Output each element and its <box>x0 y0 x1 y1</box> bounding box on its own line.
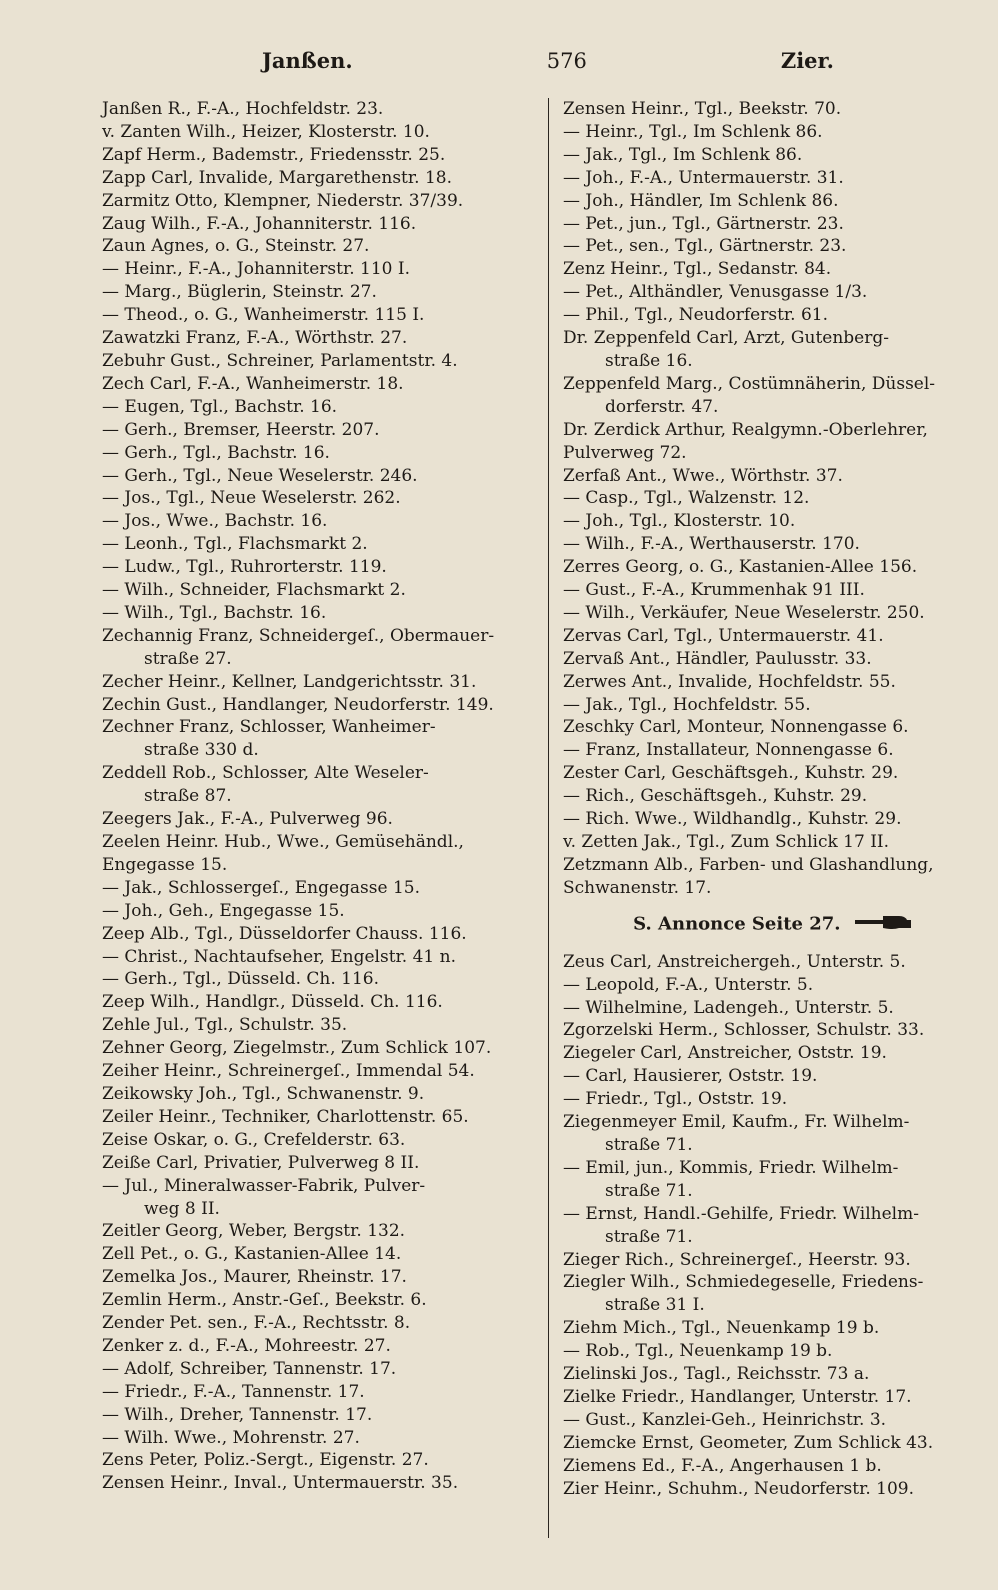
left-column <box>102 98 542 1538</box>
directory-entry: dorferstr. 47. <box>605 396 719 417</box>
directory-entry: Zechannig Franz, Schneidergeſ., Obermauer- <box>102 625 495 646</box>
directory-entry: — Jul., Mineralwasser-Fabrik, Pulver- <box>102 1175 426 1196</box>
columns <box>102 98 984 1538</box>
directory-entry: Zender Pet. sen., F.-A., Rechtsstr. 8. <box>102 1313 411 1334</box>
directory-entry: Zechin Gust., Handlanger, Neudorferstr. 149. <box>102 694 494 715</box>
directory-entry: Zielke Friedr., Handlanger, Unterstr. 17. <box>563 1386 912 1407</box>
directory-entry: — Gerh., Tgl., Bachstr. 16. <box>102 442 330 463</box>
directory-entry: — Jak., Schlossergeſ., Engegasse 15. <box>102 877 421 898</box>
column-divider <box>548 98 549 1538</box>
annonce-text: S. Annonce Seite 27. <box>633 913 841 935</box>
directory-entry: — Jak., Tgl., Im Schlenk 86. <box>563 144 803 165</box>
directory-entry: — Leopold, F.-A., Unterstr. 5. <box>563 974 814 995</box>
header-left-keyword: Janßen. <box>262 48 353 73</box>
directory-entry: Zeitler Georg, Weber, Bergstr. 132. <box>102 1221 406 1242</box>
directory-entry: — Jos., Tgl., Neue Weselerstr. 262. <box>102 488 401 509</box>
directory-entry: — Joh., Geh., Engegasse 15. <box>102 900 345 921</box>
directory-entry: Ziehm Mich., Tgl., Neuenkamp 19 b. <box>563 1318 880 1339</box>
right-column <box>563 98 983 1538</box>
directory-entry: Pulverweg 72. <box>563 442 687 463</box>
directory-entry: Engegasse 15. <box>102 854 228 875</box>
directory-entry: Zehle Jul., Tgl., Schulstr. 35. <box>102 1015 348 1036</box>
directory-entry: Zervas Carl, Tgl., Untermauerstr. 41. <box>563 625 884 646</box>
directory-entry: — Carl, Hausierer, Oststr. 19. <box>563 1066 818 1087</box>
directory-entry: — Christ., Nachtaufseher, Engelstr. 41 n. <box>102 946 456 967</box>
directory-entry: — Rob., Tgl., Neuenkamp 19 b. <box>563 1341 833 1362</box>
directory-entry: straße 71. <box>605 1134 693 1155</box>
directory-entry: Zebuhr Gust., Schreiner, Parlamentstr. 4. <box>102 350 458 371</box>
page-header <box>102 48 984 82</box>
directory-entry: Zarmitz Otto, Klempner, Niederstr. 37/39. <box>102 190 464 211</box>
directory-entry: — Marg., Büglerin, Steinstr. 27. <box>102 282 377 303</box>
directory-entry: Zeppenfeld Marg., Costümnäherin, Düssel- <box>563 373 936 394</box>
directory-entry: v. Zanten Wilh., Heizer, Klosterstr. 10. <box>102 121 430 142</box>
directory-entry: — Pet., jun., Tgl., Gärtnerstr. 23. <box>563 213 844 234</box>
directory-entry: — Wilh., Dreher, Tannenstr. 17. <box>102 1404 373 1425</box>
directory-entry: Zensen Heinr., Inval., Untermauerstr. 35. <box>102 1473 459 1494</box>
header-right-keyword: Zier. <box>780 48 834 73</box>
directory-entry: — Eugen, Tgl., Bachstr. 16. <box>102 396 338 417</box>
directory-entry: straße 31 I. <box>605 1295 705 1316</box>
directory-entry: Ziegler Wilh., Schmiedegeselle, Friedens- <box>563 1272 924 1293</box>
directory-entry: — Adolf, Schreiber, Tannenstr. 17. <box>102 1358 397 1379</box>
directory-entry: Zecher Heinr., Kellner, Landgerichtsstr. 31. <box>102 671 477 692</box>
directory-entry: Zetzmann Alb., Farben- und Glashandlung, <box>563 854 934 875</box>
directory-entry: Zaug Wilh., F.-A., Johanniterstr. 116. <box>102 213 417 234</box>
directory-entry: — Theod., o. G., Wanheimerstr. 115 I. <box>102 305 425 326</box>
directory-entry: Zeelen Heinr. Hub., Wwe., Gemüsehändl., <box>102 832 464 852</box>
directory-entry: Zeiher Heinr., Schreinergeſ., Immendal 54. <box>102 1061 475 1082</box>
directory-entry: — Pet., sen., Tgl., Gärtnerstr. 23. <box>563 236 847 257</box>
directory-entry: Zeikowsky Joh., Tgl., Schwanenstr. 9. <box>102 1083 425 1104</box>
directory-entry: Ziemens Ed., F.-A., Angerhausen 1 b. <box>563 1455 882 1476</box>
directory-entry: Zehner Georg, Ziegelmstr., Zum Schlick 107. <box>102 1038 492 1059</box>
directory-entry: v. Zetten Jak., Tgl., Zum Schlick 17 II. <box>563 832 890 852</box>
directory-entry: Zester Carl, Geschäftsgeh., Kuhstr. 29. <box>563 763 899 784</box>
directory-entry: Zieger Rich., Schreinergeſ., Heerstr. 93. <box>563 1249 911 1270</box>
annonce-notice <box>563 900 983 951</box>
directory-entry: Zensen Heinr., Tgl., Beekstr. 70. <box>563 99 842 119</box>
directory-entry: Ziegenmeyer Emil, Kaufm., Fr. Wilhelm- <box>563 1112 910 1133</box>
directory-entry: — Gerh., Tgl., Neue Weselerstr. 246. <box>102 465 418 486</box>
directory-entry: — Leonh., Tgl., Flachsmarkt 2. <box>102 534 368 555</box>
directory-entry: — Wilh., Tgl., Bachstr. 16. <box>102 602 327 623</box>
directory-entry: straße 87. <box>144 786 232 807</box>
directory-entry: Zeddell Rob., Schlosser, Alte Weseler- <box>102 763 429 784</box>
directory-entry: — Friedr., F.-A., Tannenstr. 17. <box>102 1381 365 1402</box>
directory-entry: Zemelka Jos., Maurer, Rheinstr. 17. <box>102 1267 407 1288</box>
directory-entry: — Jos., Wwe., Bachstr. 16. <box>102 511 328 532</box>
directory-entry: — Wilh. Wwe., Mohrenstr. 27. <box>102 1427 360 1448</box>
directory-entry: — Jak., Tgl., Hochfeldstr. 55. <box>563 694 811 715</box>
directory-entry: Zemlin Herm., Anstr.-Geſ., Beekstr. 6. <box>102 1290 427 1311</box>
directory-entry: Zervaß Ant., Händler, Paulusstr. 33. <box>563 648 872 669</box>
directory-entry: — Gust., F.-A., Krummenhak 91 III. <box>563 580 865 601</box>
directory-entry: — Wilh., F.-A., Werthauserstr. 170. <box>563 534 860 555</box>
directory-entry: — Wilhelmine, Ladengeh., Unterstr. 5. <box>563 997 894 1018</box>
directory-entry: — Emil, jun., Kommis, Friedr. Wilhelm- <box>563 1157 899 1178</box>
directory-entry: straße 71. <box>605 1180 693 1201</box>
directory-entry: Zell Pet., o. G., Kastanien-Allee 14. <box>102 1244 402 1265</box>
directory-entry: Zawatzki Franz, F.-A., Wörthstr. 27. <box>102 328 408 349</box>
directory-entry: Zeegers Jak., F.-A., Pulverweg 96. <box>102 809 393 830</box>
directory-entry: — Friedr., Tgl., Oststr. 19. <box>563 1089 788 1110</box>
directory-entry: Zechner Franz, Schlosser, Wanheimer- <box>102 717 436 738</box>
directory-entry: weg 8 II. <box>144 1198 220 1219</box>
directory-entry: Zens Peter, Poliz.-Sergt., Eigenstr. 27. <box>102 1450 429 1471</box>
directory-entry: Zeus Carl, Anstreichergeh., Unterstr. 5. <box>563 951 906 972</box>
directory-entry: — Gust., Kanzlei-Geh., Heinrichstr. 3. <box>563 1409 887 1430</box>
directory-entry: Zenz Heinr., Tgl., Sedanstr. 84. <box>563 259 832 280</box>
directory-entry: Zapf Herm., Bademstr., Friedensstr. 25. <box>102 144 446 165</box>
directory-entry: — Pet., Althändler, Venusgasse 1/3. <box>563 282 868 303</box>
directory-entry: — Gerh., Bremser, Heerstr. 207. <box>102 419 380 440</box>
directory-entry: — Wilh., Schneider, Flachsmarkt 2. <box>102 580 406 601</box>
directory-entry: Zeep Wilh., Handlgr., Düsseld. Ch. 116. <box>102 992 443 1013</box>
directory-entry: straße 16. <box>605 350 693 371</box>
directory-entry: — Heinr., F.-A., Johanniterstr. 110 I. <box>102 259 411 280</box>
right-column-bottom <box>563 951 983 1501</box>
directory-entry: Dr. Zeppenfeld Carl, Arzt, Gutenberg- <box>563 328 889 349</box>
directory-entry: Zgorzelski Herm., Schlosser, Schulstr. 33. <box>563 1020 925 1041</box>
directory-entry: — Ernst, Handl.-Gehilfe, Friedr. Wilhelm- <box>563 1203 919 1224</box>
directory-entry: — Gerh., Tgl., Düsseld. Ch. 116. <box>102 969 380 990</box>
directory-entry: — Casp., Tgl., Walzenstr. 12. <box>563 488 810 509</box>
directory-entry: Dr. Zerdick Arthur, Realgymn.-Oberlehrer, <box>563 419 928 440</box>
directory-entry: Schwanenstr. 17. <box>563 877 712 898</box>
directory-entry: — Wilh., Verkäufer, Neue Weselerstr. 250. <box>563 602 925 623</box>
directory-entry: — Ludw., Tgl., Ruhrorterstr. 119. <box>102 557 387 578</box>
directory-entry: Zier Heinr., Schuhm., Neudorferstr. 109. <box>563 1478 915 1499</box>
directory-entry: Ziemcke Ernst, Geometer, Zum Schlick 43. <box>563 1432 934 1453</box>
page-number: 576 <box>546 49 587 73</box>
directory-entry: Zeiße Carl, Privatier, Pulverweg 8 II. <box>102 1152 420 1173</box>
directory-entry: Zeschky Carl, Monteur, Nonnengasse 6. <box>563 717 909 738</box>
directory-entry: straße 330 d. <box>144 740 259 761</box>
directory-entry: Ziegeler Carl, Anstreicher, Oststr. 19. <box>563 1043 887 1064</box>
directory-entry: — Phil., Tgl., Neudorferstr. 61. <box>563 305 829 326</box>
directory-entry: — Joh., Tgl., Klosterstr. 10. <box>563 511 796 532</box>
directory-entry: Zerwes Ant., Invalide, Hochfeldstr. 55. <box>563 671 896 692</box>
directory-entry: Zapp Carl, Invalide, Margarethenstr. 18. <box>102 167 452 188</box>
directory-entry: — Joh., F.-A., Untermauerstr. 31. <box>563 167 844 188</box>
directory-entry: — Rich. Wwe., Wildhandlg., Kuhstr. 29. <box>563 809 902 830</box>
directory-entry: Zaun Agnes, o. G., Steinstr. 27. <box>102 236 370 257</box>
pointing-hand-icon <box>853 912 913 937</box>
directory-entry: — Heinr., Tgl., Im Schlenk 86. <box>563 121 823 142</box>
directory-entry: Zielinski Jos., Tagl., Reichsstr. 73 a. <box>563 1364 870 1385</box>
directory-entry: straße 27. <box>144 648 232 669</box>
directory-entry: straße 71. <box>605 1226 693 1247</box>
directory-entry: Janßen R., F.-A., Hochfeldstr. 23. <box>102 99 384 119</box>
directory-entry: — Joh., Händler, Im Schlenk 86. <box>563 190 839 211</box>
directory-entry: Zerfaß Ant., Wwe., Wörthstr. 37. <box>563 465 843 486</box>
directory-entry: Zerres Georg, o. G., Kastanien-Allee 156. <box>563 557 918 578</box>
right-column-top <box>563 98 983 900</box>
directory-entry: Zeep Alb., Tgl., Düsseldorfer Chauss. 116. <box>102 923 467 944</box>
directory-entry: Zeiler Heinr., Techniker, Charlottenstr. 65. <box>102 1106 469 1127</box>
directory-entry: Zeise Oskar, o. G., Crefelderstr. 63. <box>102 1129 406 1150</box>
directory-entry: — Rich., Geschäftsgeh., Kuhstr. 29. <box>563 786 868 807</box>
directory-entry: Zenker z. d., F.-A., Mohreestr. 27. <box>102 1335 391 1356</box>
directory-entry: — Franz, Installateur, Nonnengasse 6. <box>563 740 894 761</box>
directory-entry: Zech Carl, F.-A., Wanheimerstr. 18. <box>102 373 404 394</box>
